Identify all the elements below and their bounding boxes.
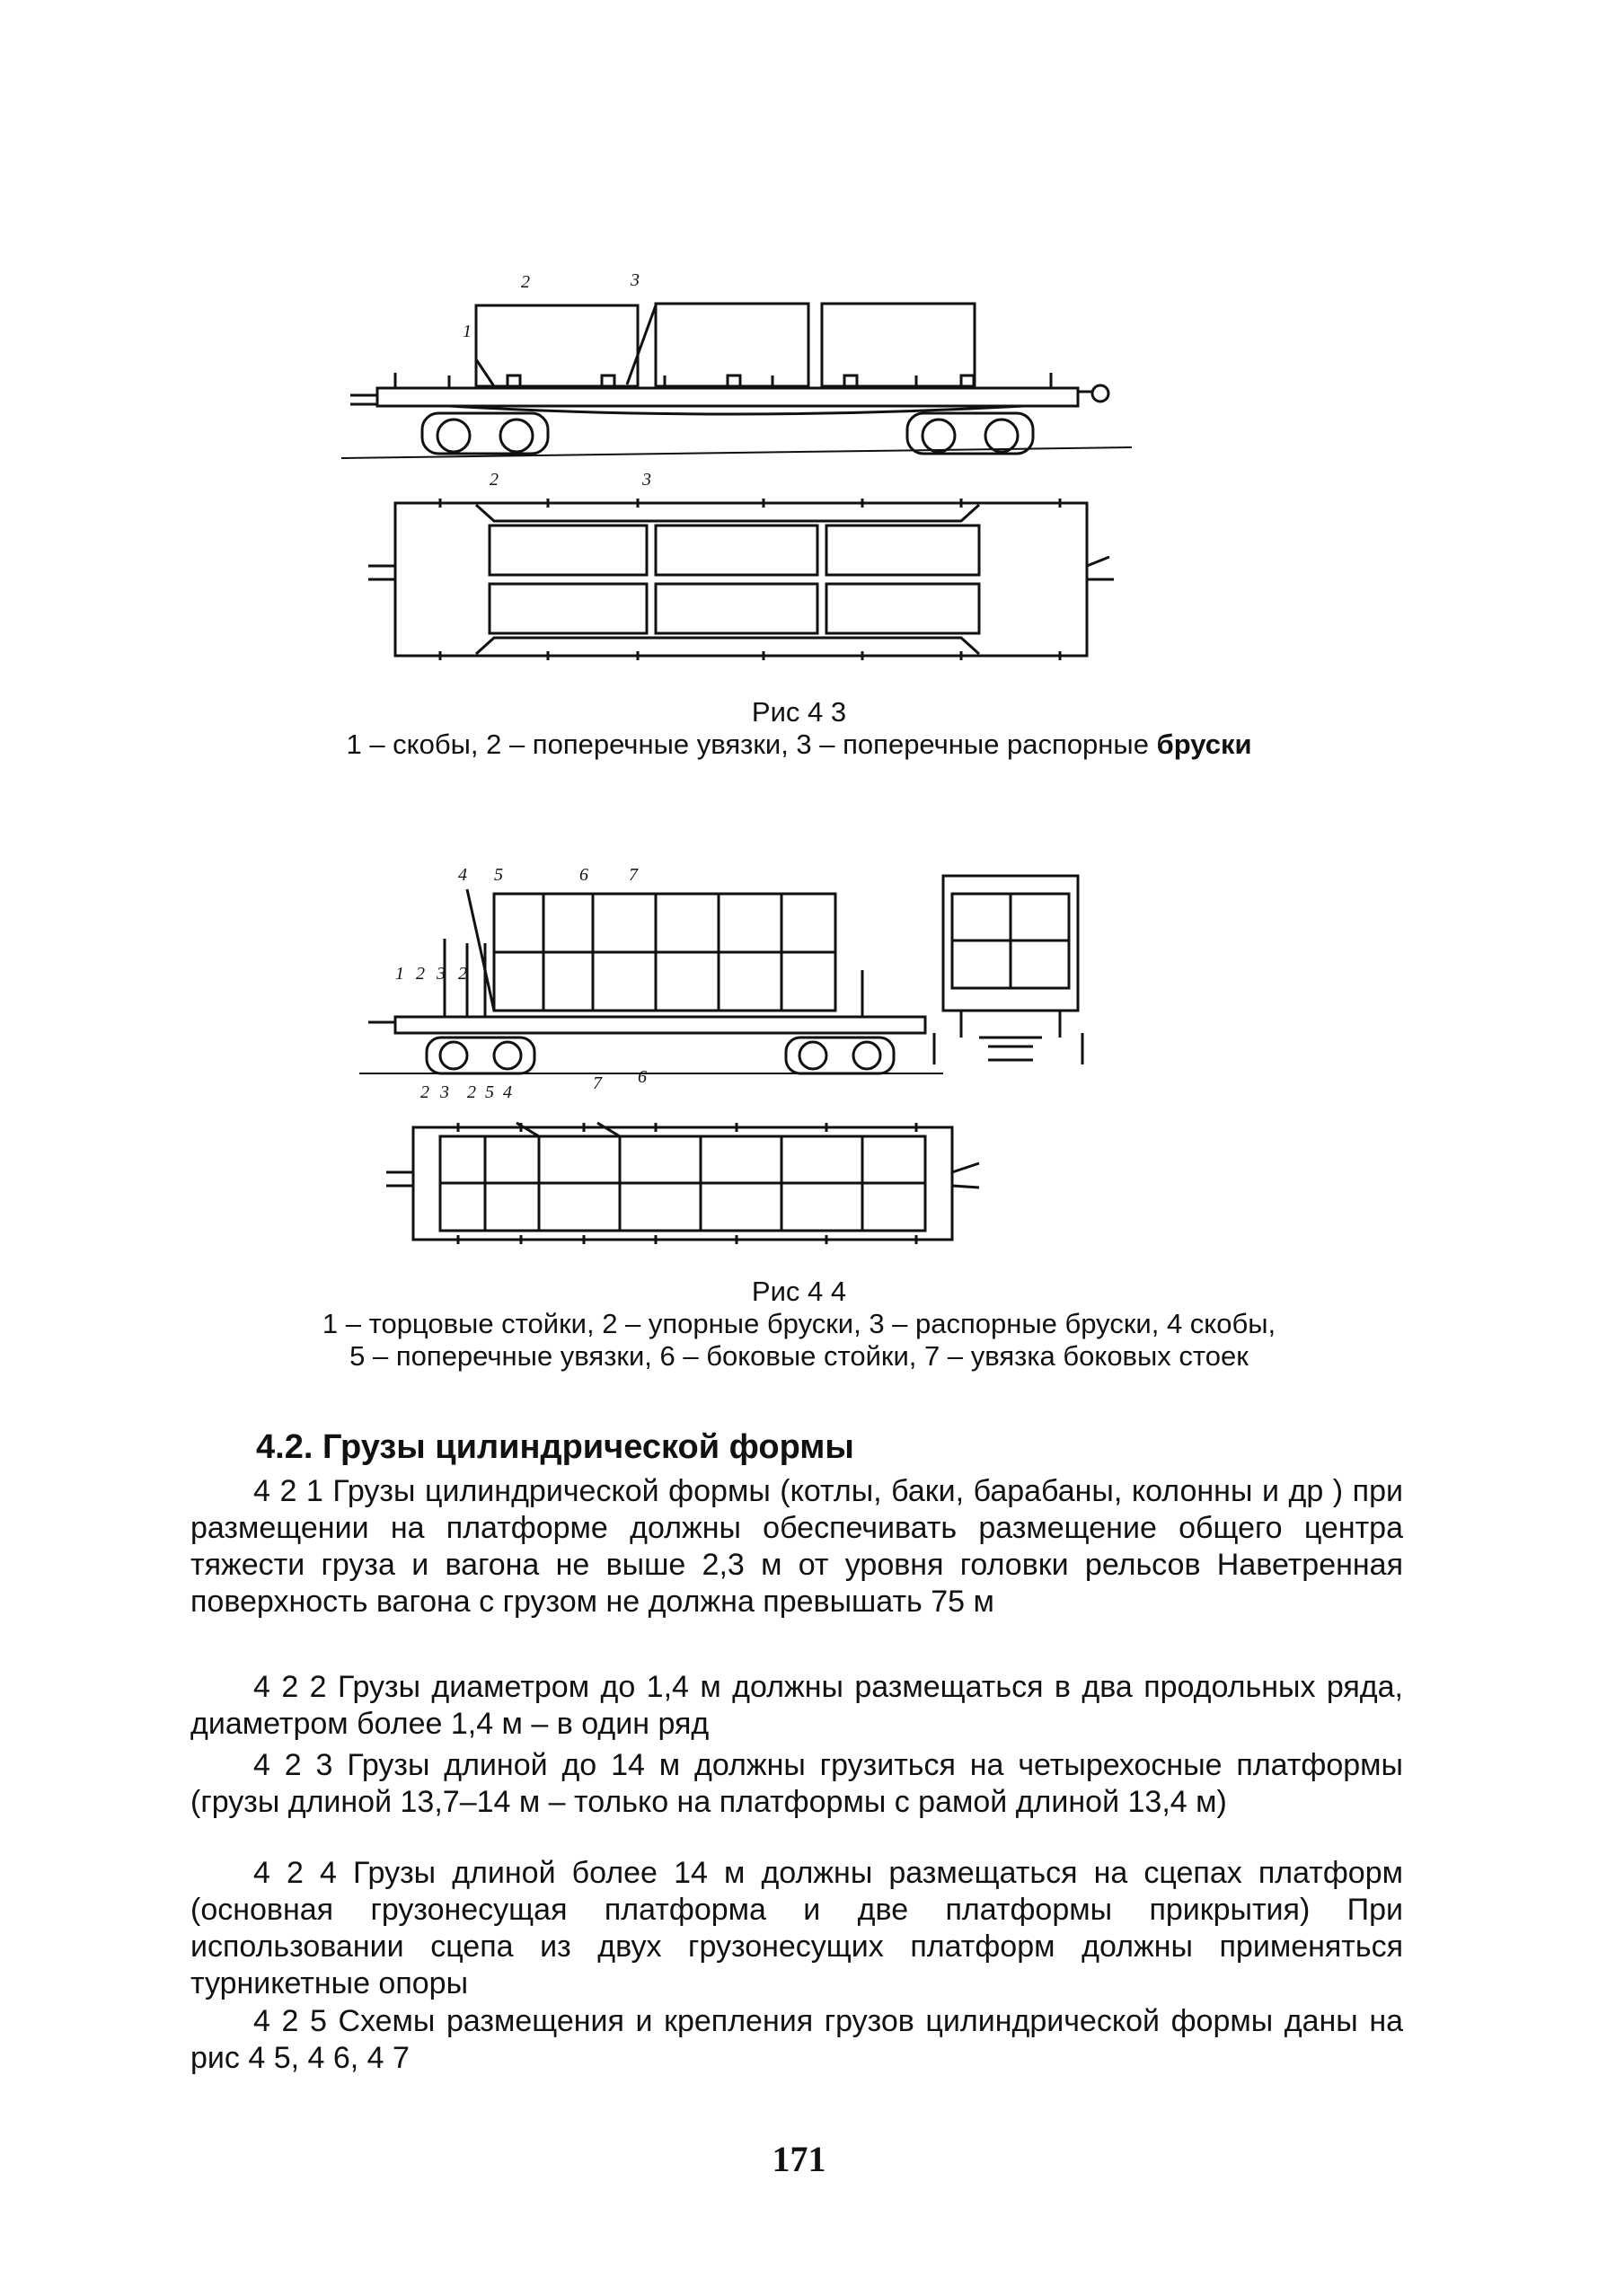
figure-4-4-legend-line1: 1 – торцовые стойки, 2 – упорные бруски, 3 – распорные бруски, 4 скобы, <box>322 1308 1276 1339</box>
fig44-callout-2-side: 2 <box>416 964 425 984</box>
paragraph-4-2-2-text: 4 2 2 Грузы диаметром до 1,4 м должны размещаться в два продольных ряда, диаметром более 1,4 м – в один ряд <box>190 1670 1403 1741</box>
fig44-callout-2b-side: 2 <box>458 964 467 984</box>
fig43-callout-3-side: 3 <box>631 270 640 290</box>
fig43-callout-1: 1 <box>463 322 472 341</box>
fig44-callout-3-plan: 3 <box>440 1082 449 1102</box>
fig44-callout-4-plan: 4 <box>503 1082 512 1102</box>
paragraph-4-2-4-text: 4 2 4 Грузы длиной более 14 м должны размещаться на сцепах платформ (основная грузонесущая платформа и две платформы прикрытия) При использовании сцепа из двух грузонесущих платформ должны применяться турникетные опоры <box>190 1856 1403 2000</box>
fig44-callout-6-plan: 6 <box>638 1067 647 1087</box>
cargo-block-3 <box>822 304 975 386</box>
figure-4-4-svg <box>359 853 1096 1249</box>
fig44-callout-2b-plan: 2 <box>467 1082 476 1102</box>
fig44-callout-5-plan: 5 <box>485 1082 494 1102</box>
paragraph-4-2-5 <box>190 2003 1403 2077</box>
fig44-callout-7-side: 7 <box>629 865 638 885</box>
figure-4-3-legend: 1 – скобы, 2 – поперечные увязки, 3 – поперечные распорные <box>346 729 1157 760</box>
paragraph-4-2-1-text: 4 2 1 Грузы цилиндрической формы (котлы, баки, барабаны, колонны и др ) при размещении на платформе должны обеспечивать размещение общего центра тяжести груза и вагона не выше 2,3 м от уровня головки рельсов Наветренная поверхность вагона с грузом не должна превышать 75 м <box>190 1474 1403 1619</box>
fig44-callout-1-side: 1 <box>395 964 404 984</box>
figure-4-4-caption <box>0 1276 1598 1373</box>
fig43-callout-2-plan: 2 <box>490 470 499 490</box>
paragraph-4-2-3 <box>190 1747 1403 1821</box>
figure-4-4-title: Рис 4 4 <box>751 1276 847 1307</box>
paragraph-4-2-3-text: 4 2 3 Грузы длиной до 14 м должны грузиться на четырехосные платформы (грузы длиной 13,7–14 м – только на платформы с рамой длиной 13,4 м) <box>190 1748 1403 1819</box>
fig44-callout-6-side: 6 <box>579 865 588 885</box>
fig44-callout-3-side: 3 <box>437 964 446 984</box>
platform-deck <box>377 388 1078 406</box>
figure-4-4-legend-line2: 5 – поперечные увязки, 6 – боковые стойки, 7 – увязка боковых стоек <box>349 1340 1249 1372</box>
paragraph-4-2-5-text: 4 2 5 Схемы размещения и крепления грузов цилиндрической формы даны на рис 4 5, 4 6, 4 7 <box>190 2004 1403 2075</box>
fig44-callout-5-side: 5 <box>494 865 503 885</box>
cargo-block-2 <box>656 304 808 386</box>
fig43-callout-3-plan: 3 <box>642 470 651 490</box>
paragraph-4-2-4 <box>190 1855 1403 2002</box>
figure-4-3-svg <box>341 269 1132 674</box>
figure-4-3-legend-bold: бруски <box>1156 729 1252 760</box>
figure-4-3-title: Рис 4 3 <box>751 696 847 728</box>
figure-4-3-caption <box>0 696 1598 761</box>
figure-4-4-drawing <box>359 853 1096 1249</box>
platform-deck-44 <box>395 1017 925 1033</box>
fig44-callout-4-side: 4 <box>458 865 467 885</box>
fig44-callout-7-plan: 7 <box>593 1073 602 1093</box>
paragraph-4-2-1 <box>190 1473 1403 1620</box>
paragraph-4-2-2 <box>190 1669 1403 1743</box>
page-number: 171 <box>772 2139 826 2179</box>
section-title: 4.2. Грузы цилиндрической формы <box>256 1428 854 1466</box>
fig44-callout-2-plan: 2 <box>420 1082 429 1102</box>
figure-4-3-drawing <box>341 269 1132 674</box>
fig43-callout-2-side: 2 <box>521 272 530 292</box>
